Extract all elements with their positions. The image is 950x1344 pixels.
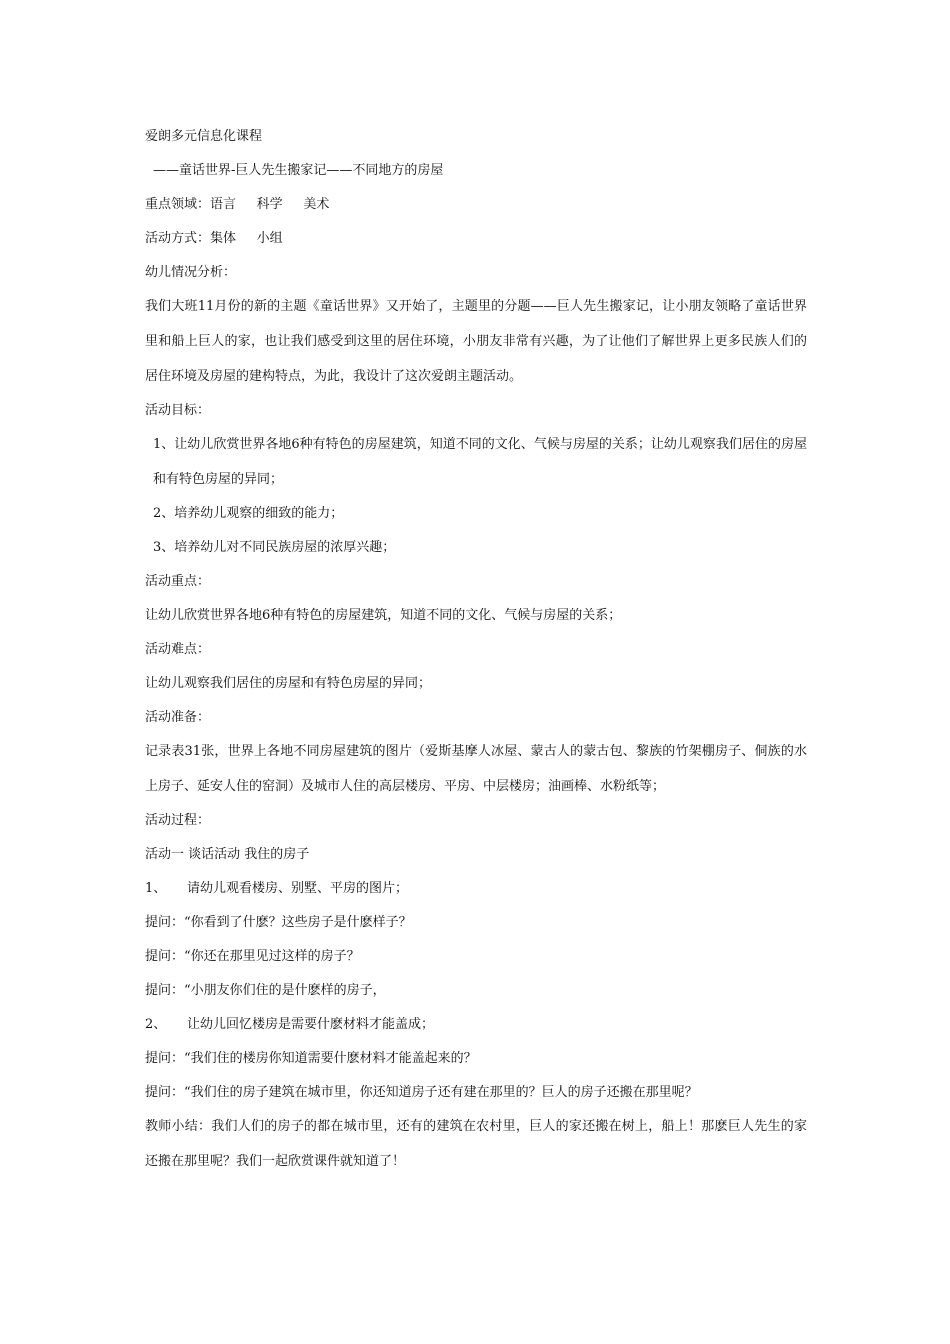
analysis-paragraph: 我们大班11月份的新的主题《童话世界》又开始了，主题里的分题——巨人先生搬家记，让小朋友领略了童话世界里和船上巨人的家，也让我们感受到这里的居住环境，小朋友非常有兴趣，为了让他们了解世界上更多民族人们的居住环境及房屋的建构特点，为此，我设计了这次爱朗主题活动。 xyxy=(145,299,807,384)
step-2-number: 2、 xyxy=(145,1017,167,1032)
goal-item-2: 2、培养幼儿观察的细致的能力； xyxy=(153,506,344,521)
process-heading: 活动过程： xyxy=(145,813,211,828)
prep-heading: 活动准备： xyxy=(145,710,211,725)
method-line: 活动方式：集体 小组 xyxy=(145,231,283,246)
difficulty-paragraph: 让幼儿观察我们居住的房屋和有特色房屋的异同； xyxy=(145,676,432,691)
question-4: 提问：“我们住的楼房你知道需要什麽材料才能盖起来的？ xyxy=(145,1051,477,1066)
step-2 xyxy=(145,1016,807,1033)
question-2: 提问：“你还在那里见过这样的房子？ xyxy=(145,949,360,964)
activity1-heading: 活动一 谈话活动 我住的房子 xyxy=(145,847,310,862)
question-5: 提问：“我们住的房子建筑在城市里，你还知道房子还有建在那里的？巨人的房子还搬在那里呢？ xyxy=(145,1085,698,1100)
document-title: 爱朗多元信息化课程 xyxy=(145,129,263,144)
key-paragraph: 让幼儿欣赏世界各地6种有特色的房屋建筑，知道不同的文化、气候与房屋的关系； xyxy=(145,608,622,623)
document-body xyxy=(145,128,807,1187)
step-2-text: 让幼儿回忆楼房是需要什麽材料才能盖成； xyxy=(187,1017,435,1032)
step-1-text: 请幼儿观看楼房、别墅、平房的图片； xyxy=(187,881,409,896)
goal-item-1: 1、让幼儿欣赏世界各地6种有特色的房屋建筑，知道不同的文化、气候与房屋的关系；让幼儿观察我们居住的房屋和有特色房屋的异同； xyxy=(153,437,807,487)
question-3: 提问：“小朋友你们住的是什麽样的房子， xyxy=(145,983,386,998)
step-1 xyxy=(145,880,807,897)
step-1-number: 1、 xyxy=(145,881,167,896)
domain-line: 重点领域：语言 科学 美术 xyxy=(145,197,330,212)
teacher-summary: 教师小结：我们人们的房子的都在城市里，还有的建筑在农村里，巨人的家还搬在树上，船上！那麽巨人先生的家还搬在那里呢？我们一起欣赏课件就知道了！ xyxy=(145,1119,807,1169)
goals-heading: 活动目标： xyxy=(145,403,211,418)
key-heading: 活动重点： xyxy=(145,574,211,589)
analysis-heading: 幼儿情况分析： xyxy=(145,265,237,280)
question-1: 提问：“你看到了什麽？这些房子是什麽样子？ xyxy=(145,915,412,930)
document-subtitle: ——童话世界-巨人先生搬家记——不同地方的房屋 xyxy=(153,163,444,178)
goal-item-3: 3、培养幼儿对不同民族房屋的浓厚兴趣； xyxy=(153,540,396,555)
difficulty-heading: 活动难点： xyxy=(145,642,211,657)
prep-paragraph: 记录表31张，世界上各地不同房屋建筑的图片（爱斯基摩人冰屋、蒙古人的蒙古包、黎族的竹架棚房子、侗族的水上房子、延安人住的窑洞）及城市人住的高层楼房、平房、中层楼房；油画棒、水粉纸等； xyxy=(145,744,807,794)
